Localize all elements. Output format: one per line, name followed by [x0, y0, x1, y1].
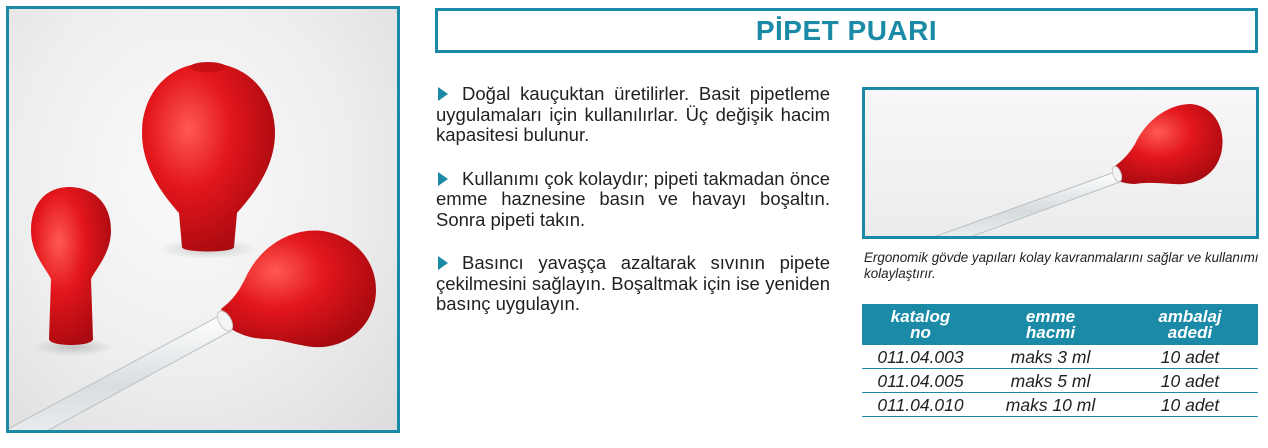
arrow-bullet-icon [438, 172, 448, 186]
header-suction-volume [979, 304, 1122, 345]
arrow-bullet-icon [438, 87, 448, 101]
table-row [862, 369, 1258, 393]
feature-item [436, 169, 830, 231]
catalog-no-cell: 011.04.010 [862, 393, 979, 417]
feature-text: Doğal kauçuktan üretilirler. Basit pipetleme uygulamaları için kullanılırlar. Üç değişik hacim kapasitesi bulunur. [436, 83, 830, 145]
catalog-no-cell: 011.04.003 [862, 345, 979, 369]
package-cell: 10 adet [1122, 345, 1258, 369]
feature-text: Kullanımı çok kolaydır; pipeti takmadan önce emme haznesine basın ve havayı boşaltın. Sonra pipeti takın. [436, 167, 830, 230]
header-line: emme [1025, 307, 1076, 326]
header-package-qty [1122, 304, 1258, 345]
header-catalog-no [862, 304, 979, 345]
bulb-on-pipette-illustration [865, 90, 1259, 239]
package-cell: 10 adet [1122, 369, 1258, 393]
table-row [862, 393, 1258, 417]
header-line: no [910, 323, 931, 342]
catalog-no-cell: 011.04.005 [862, 369, 979, 393]
arrow-bullet-icon [438, 256, 448, 270]
header-line: adedi [1167, 323, 1213, 342]
feature-list [436, 84, 830, 338]
photo-caption: Ergonomik gövde yapıları kolay kavranmalarını sağlar ve kullanımı kolaylaştırır. [864, 250, 1259, 281]
feature-item [436, 253, 830, 315]
package-cell: 10 adet [1122, 393, 1258, 417]
volume-cell: maks 3 ml [979, 345, 1122, 369]
table-header-row [862, 304, 1258, 345]
volume-cell: maks 5 ml [979, 369, 1122, 393]
page-title [435, 8, 1258, 53]
volume-cell: maks 10 ml [979, 393, 1122, 417]
feature-text: Basıncı yavaşça azaltarak sıvının pipete çekilmesini sağlayın. Boşaltmak için ise yeniden basınç uygulayın. [436, 252, 830, 314]
product-photo-bulbs [6, 6, 400, 433]
product-photo-in-use [862, 87, 1259, 239]
table-row [862, 345, 1258, 369]
page-title-text: PİPET PUARI [755, 14, 938, 46]
header-line: katalog [890, 307, 951, 326]
pipette-bulbs-illustration [9, 9, 400, 433]
header-line: hacmi [1025, 323, 1076, 342]
feature-item [436, 84, 830, 146]
header-line: ambalaj [1158, 307, 1222, 326]
spec-table [862, 304, 1258, 417]
